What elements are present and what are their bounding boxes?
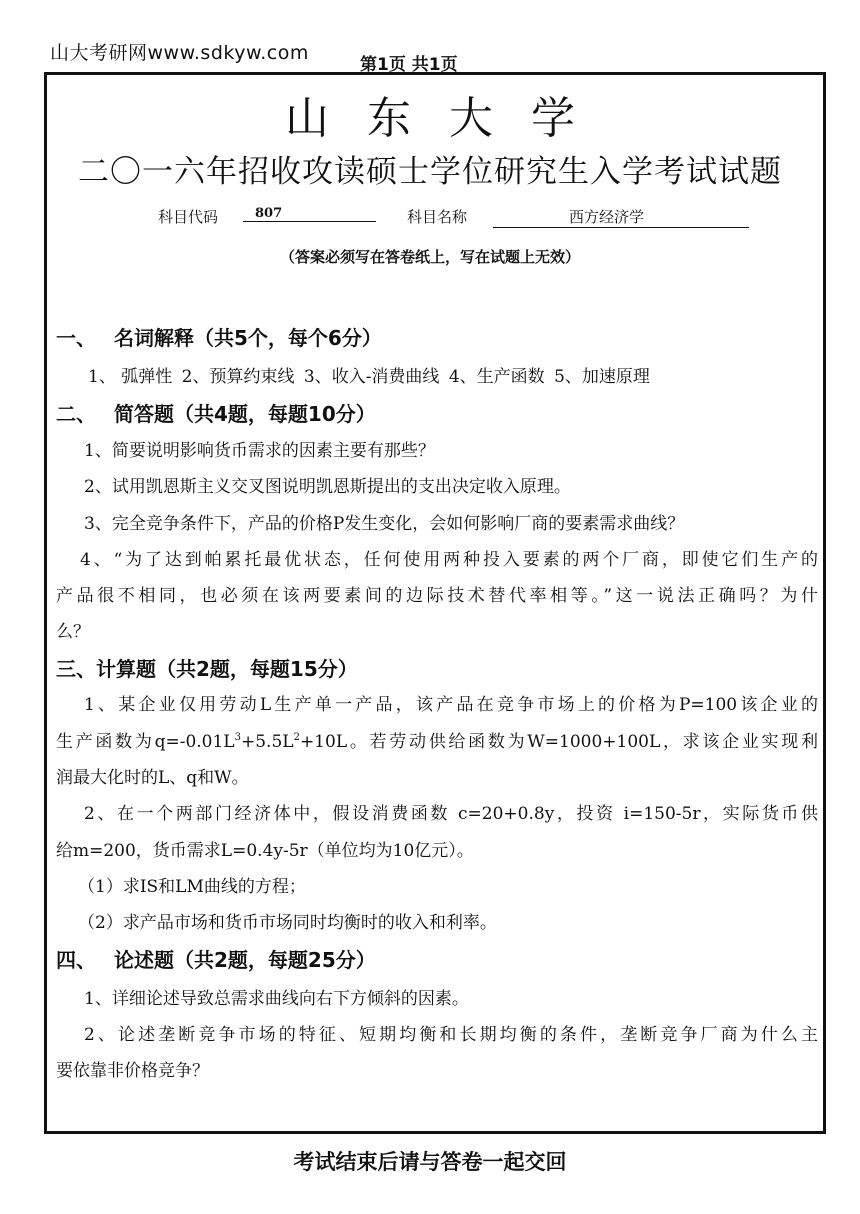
section-3-heading: 三、计算题（共2题，每题15分） (56, 657, 358, 681)
question-text: 3、完全竞争条件下，产品的价格P发生变化，会如何影响厂商的要素需求曲线？ (84, 514, 685, 534)
question-text: 2、在一个两部门经济体中，假设消费函数 c=20+0.8y，投资 i=150-5r，实际货币供 (84, 804, 818, 824)
university-name: 山东大学 (285, 93, 613, 144)
exponent: 3 (234, 732, 241, 743)
term-item: 3、收入-消费曲线 (303, 367, 440, 387)
question-text: 1、详细论述导致总需求曲线向右下方倾斜的因素。 (84, 989, 469, 1009)
answer-note: （答案必须写在答卷纸上，写在试题上无效） (279, 248, 580, 266)
question-text: （2）求产品市场和货币市场同时均衡时的收入和利率。 (78, 913, 497, 933)
section-4-heading (56, 944, 376, 973)
section-1-number: 一、 (56, 326, 96, 350)
subject-code-value: 807 (243, 206, 376, 222)
question-text: 给m=200，货币需求L=0.4y-5r（单位均为10亿元）。 (56, 841, 474, 861)
term-list (88, 362, 654, 387)
question-text: 1、简要说明影响货币需求的因素主要有那些？ (84, 441, 435, 461)
section-1-heading (56, 322, 382, 351)
section-4-number: 四、 (56, 948, 96, 972)
term-item: 2、预算约束线 (181, 367, 295, 387)
question-text: 产品很不相同，也必须在该两要素间的边际技术替代率相等。”这一说法正确吗？为什 (56, 586, 818, 606)
section-4-title: 论述题（共2题，每题25分） (114, 948, 376, 972)
page-number: 第1页 共1页 (360, 55, 458, 75)
formula-part: +5.5L (240, 732, 294, 752)
subject-name-value: 西方经济学 (493, 206, 749, 228)
section-2-number: 二、 (56, 402, 96, 426)
question-text: 润最大化时的L、q和W。 (56, 768, 249, 788)
question-text: 么？ (56, 622, 90, 642)
section-2-title: 简答题（共4题，每题10分） (114, 402, 376, 426)
site-watermark: 山大考研网www.sdkyw.com (50, 42, 309, 64)
subject-name-label: 科目名称 (407, 208, 468, 226)
subject-code-label: 科目代码 (158, 208, 219, 226)
question-text: （1）求IS和LM曲线的方程； (78, 877, 306, 897)
question-text: 要依靠非价格竞争？ (56, 1061, 209, 1081)
exponent: 2 (293, 732, 300, 743)
term-item: 1、 弧弹性 (88, 367, 173, 387)
section-1-title: 名词解释（共5个，每个6分） (114, 326, 382, 350)
question-text: 1、某企业仅用劳动L生产单一产品，该产品在竞争市场上的价格为P=100该企业的 (84, 695, 818, 715)
footer-instruction: 考试结束后请与答卷一起交回 (293, 1150, 567, 1174)
section-2-heading (56, 398, 376, 427)
term-item: 5、加速原理 (554, 367, 650, 387)
formula-part: 生产函数为q=-0.01L (56, 732, 235, 752)
question-text: 2、试用凯恩斯主义交叉图说明凯恩斯提出的支出决定收入原理。 (84, 477, 571, 497)
exam-title: 二〇一六年招收攻读硕士学位研究生入学考试试题 (78, 154, 782, 190)
question-text (56, 727, 818, 752)
question-text: 4、“为了达到帕累托最优状态，任何使用两种投入要素的两个厂商，即使它们生产的 (80, 550, 818, 570)
question-text: 2、论述垄断竞争市场的特征、短期均衡和长期均衡的条件，垄断竞争厂商为什么主 (84, 1025, 818, 1045)
formula-part: +10L。若劳动供给函数为W=1000+100L，求该企业实现利 (299, 732, 818, 752)
term-item: 4、生产函数 (448, 367, 545, 387)
